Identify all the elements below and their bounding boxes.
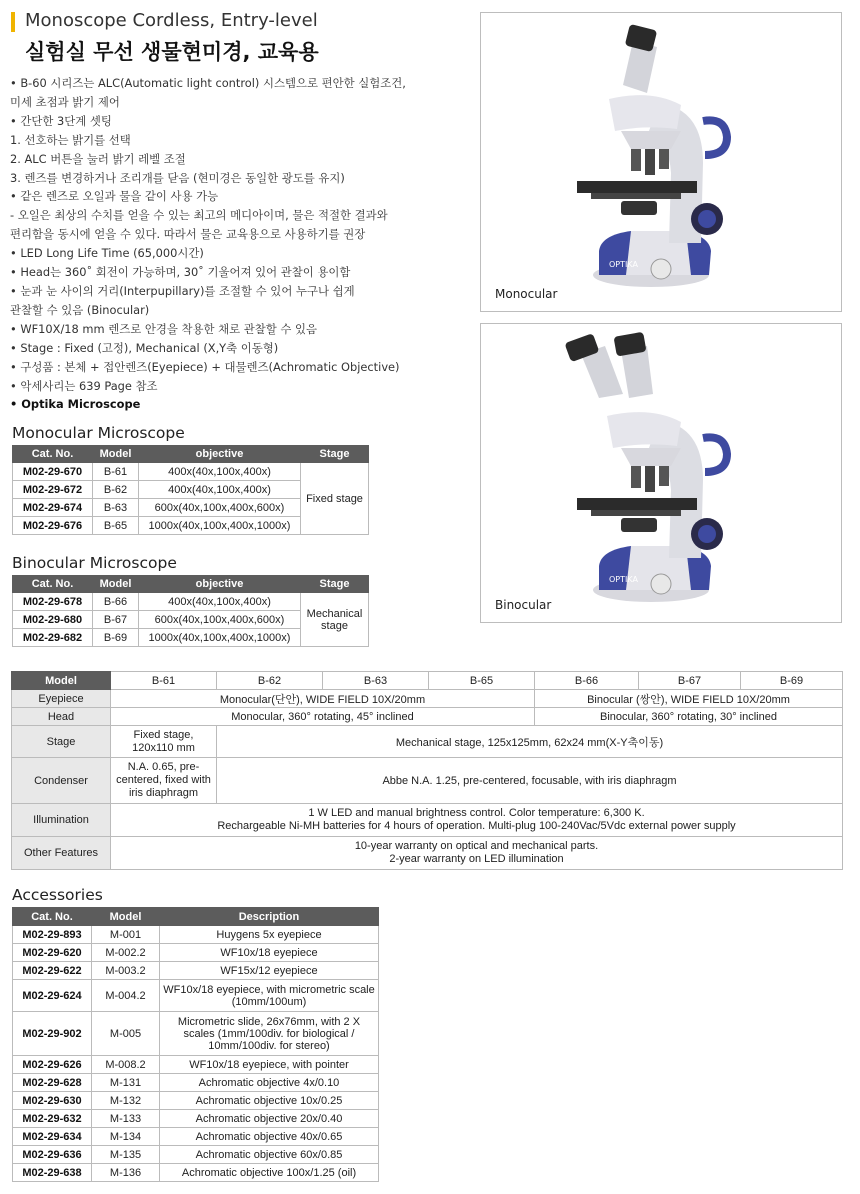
photo-caption: Binocular [495, 598, 552, 612]
table-row [13, 962, 379, 980]
cat-no-cell: M02-29-628 [13, 1074, 92, 1092]
model-header: B-69 [741, 672, 843, 690]
feature-line: - 오일은 최상의 수치를 얻을 수 있는 최고의 메디아이며, 물은 적절한 결과와 [10, 208, 388, 223]
description-cell: WF10x/18 eyepiece [160, 944, 379, 962]
title-korean: 실험실 무선 생물현미경, 교육용 [25, 40, 319, 64]
column-header: Model [93, 576, 139, 593]
model-cell: B-67 [93, 611, 139, 629]
model-cell: B-69 [93, 629, 139, 647]
column-header: objective [139, 446, 301, 463]
column-header: Cat. No. [13, 446, 93, 463]
table-row [12, 726, 843, 758]
feature-line: • Stage : Fixed (고정), Mechanical (X,Y축 이동형) [10, 340, 279, 355]
spec-label: Illumination [12, 804, 111, 837]
spec-value: Abbe N.A. 1.25, pre-centered, focusable, with iris diaphragm [217, 758, 843, 804]
table-row [13, 944, 379, 962]
feature-line: 관찰할 수 있음 (Binocular) [10, 302, 150, 317]
cat-no-cell: M02-29-630 [13, 1092, 92, 1110]
objective-cell: 1000x(40x,100x,400x,1000x) [139, 629, 301, 647]
monocular-photo [480, 12, 842, 312]
accent-bar [11, 12, 15, 32]
description-cell: Achromatic objective 4x/0.10 [160, 1074, 379, 1092]
table-row [13, 1110, 379, 1128]
model-cell: M-003.2 [92, 962, 160, 980]
spec-label: Other Features [12, 837, 111, 870]
illumination-line: 1 W LED and manual brightness control. Color temperature: 6,300 K. [308, 807, 645, 819]
spec-value: Binocular (쌍안), WIDE FIELD 10X/20mm [535, 690, 843, 708]
model-cell: M-001 [92, 926, 160, 944]
binocular-table [12, 575, 369, 647]
spec-value [111, 804, 843, 837]
column-header: Model [93, 446, 139, 463]
table-row [13, 593, 369, 611]
feature-line: • 악세사리는 639 Page 참조 [10, 378, 158, 393]
spec-label: Condenser [12, 758, 111, 804]
objective-cell: 400x(40x,100x,400x) [139, 463, 301, 481]
table-row [13, 1056, 379, 1074]
binocular-section-title: Binocular Microscope [12, 554, 177, 572]
cat-no-cell: M02-29-670 [13, 463, 93, 481]
model-header: B-65 [429, 672, 535, 690]
feature-line: • Head는 360˚ 회전이 가능하며, 30˚ 기울어져 있어 관찰이 용이함 [10, 265, 351, 280]
feature-line: 2. ALC 버튼을 눌러 밝기 레벨 조절 [10, 151, 186, 166]
table-row [13, 926, 379, 944]
model-cell: M-005 [92, 1012, 160, 1056]
table-row [13, 1128, 379, 1146]
cat-no-cell: M02-29-672 [13, 481, 93, 499]
description-cell: Achromatic objective 20x/0.40 [160, 1110, 379, 1128]
stage-cell: Mechanical stage [301, 593, 369, 647]
table-row [13, 980, 379, 1012]
binocular-microscope-icon [481, 324, 841, 622]
model-cell: M-135 [92, 1146, 160, 1164]
other-line: 2-year warranty on LED illumination [389, 853, 564, 865]
model-header: B-66 [535, 672, 639, 690]
cat-no-cell: M02-29-624 [13, 980, 92, 1012]
cat-no-cell: M02-29-638 [13, 1164, 92, 1182]
model-cell: M-002.2 [92, 944, 160, 962]
model-cell: M-131 [92, 1074, 160, 1092]
table-row [12, 708, 843, 726]
description-cell: Achromatic objective 10x/0.25 [160, 1092, 379, 1110]
model-cell: M-136 [92, 1164, 160, 1182]
cat-no-cell: M02-29-893 [13, 926, 92, 944]
objective-cell: 1000x(40x,100x,400x,1000x) [139, 517, 301, 535]
spec-label: Head [12, 708, 111, 726]
description-cell: Achromatic objective 60x/0.85 [160, 1146, 379, 1164]
model-cell: B-65 [93, 517, 139, 535]
model-cell: B-63 [93, 499, 139, 517]
feature-line: 미세 초점과 밝기 제어 [10, 94, 120, 109]
feature-line: • Optika Microscope [10, 397, 141, 412]
cat-no-cell: M02-29-676 [13, 517, 93, 535]
table-row [12, 690, 843, 708]
objective-cell: 400x(40x,100x,400x) [139, 593, 301, 611]
model-header: B-63 [323, 672, 429, 690]
cat-no-cell: M02-29-902 [13, 1012, 92, 1056]
description-cell: WF10x/18 eyepiece, with pointer [160, 1056, 379, 1074]
spec-label: Model [12, 672, 111, 690]
objective-cell: 600x(40x,100x,400x,600x) [139, 611, 301, 629]
description-cell: WF10x/18 eyepiece, with micrometric scale (10mm/100um) [160, 980, 379, 1012]
description-cell: WF15x/12 eyepiece [160, 962, 379, 980]
model-cell: M-132 [92, 1092, 160, 1110]
cat-no-cell: M02-29-674 [13, 499, 93, 517]
table-row [13, 1164, 379, 1182]
cat-no-cell: M02-29-680 [13, 611, 93, 629]
column-header: Cat. No. [13, 908, 92, 926]
model-cell: B-61 [93, 463, 139, 481]
other-line: 10-year warranty on optical and mechanical parts. [354, 840, 599, 852]
spec-value: Binocular, 360° rotating, 30° inclined [535, 708, 843, 726]
feature-line: • 같은 렌즈로 오일과 물을 같이 사용 가능 [10, 189, 219, 204]
model-cell: M-004.2 [92, 980, 160, 1012]
photo-caption: Monocular [495, 287, 558, 301]
spec-value: N.A. 0.65, pre-centered, fixed with iris diaphragm [111, 758, 217, 804]
model-cell: B-66 [93, 593, 139, 611]
model-header: B-62 [217, 672, 323, 690]
model-header: B-61 [111, 672, 217, 690]
cat-no-cell: M02-29-634 [13, 1128, 92, 1146]
column-header: Stage [301, 576, 369, 593]
monocular-microscope-icon [481, 13, 841, 311]
cat-no-cell: M02-29-626 [13, 1056, 92, 1074]
model-header: B-67 [639, 672, 741, 690]
cat-no-cell: M02-29-622 [13, 962, 92, 980]
description-cell: Achromatic objective 100x/1.25 (oil) [160, 1164, 379, 1182]
feature-line: 3. 렌즈를 변경하거나 조리개를 닫음 (현미경은 동일한 광도를 유지) [10, 170, 345, 185]
table-row [13, 1092, 379, 1110]
monocular-table [12, 445, 369, 535]
model-cell: M-133 [92, 1110, 160, 1128]
spec-value: Monocular(단안), WIDE FIELD 10X/20mm [111, 690, 535, 708]
brand-logo-text: OPTIKA [609, 260, 638, 269]
feature-line: • WF10X/18 mm 렌즈로 안경을 착용한 채로 관찰할 수 있음 [10, 321, 317, 336]
feature-line: • LED Long Life Time (65,000시간) [10, 246, 204, 261]
brand-logo-text: OPTIKA [609, 575, 638, 584]
cat-no-cell: M02-29-636 [13, 1146, 92, 1164]
title-english: Monoscope Cordless, Entry-level [25, 10, 318, 31]
column-header: Description [160, 908, 379, 926]
monocular-section-title: Monocular Microscope [12, 424, 185, 442]
table-row [13, 463, 369, 481]
cat-no-cell: M02-29-682 [13, 629, 93, 647]
table-row [12, 837, 843, 870]
stage-cell: Fixed stage [301, 463, 369, 535]
spec-label: Stage [12, 726, 111, 758]
table-row [13, 1074, 379, 1092]
feature-line: • 간단한 3단계 셋팅 [10, 113, 112, 128]
column-header: Cat. No. [13, 576, 93, 593]
feature-line: • B-60 시리즈는 ALC(Automatic light control) 시스템으로 편안한 실험조건, [10, 76, 406, 90]
binocular-photo [480, 323, 842, 623]
spec-value: Fixed stage, 120x110 mm [111, 726, 217, 758]
feature-list [10, 74, 472, 414]
feature-line: • 눈과 눈 사이의 거리(Interpupillary)를 조절할 수 있어 누구나 쉽게 [10, 283, 355, 298]
spec-value: Mechanical stage, 125x125mm, 62x24 mm(X-Y축이동) [217, 726, 843, 758]
cat-no-cell: M02-29-678 [13, 593, 93, 611]
objective-cell: 600x(40x,100x,400x,600x) [139, 499, 301, 517]
model-cell: B-62 [93, 481, 139, 499]
table-row [12, 758, 843, 804]
column-header: objective [139, 576, 301, 593]
column-header: Model [92, 908, 160, 926]
spec-value: Monocular, 360° rotating, 45° inclined [111, 708, 535, 726]
feature-line: • 구성품 : 본체 + 접안렌즈(Eyepiece) + 대물렌즈(Achromatic Objective) [10, 359, 400, 374]
model-cell: M-008.2 [92, 1056, 160, 1074]
spec-label: Eyepiece [12, 690, 111, 708]
accessories-section-title: Accessories [12, 886, 103, 904]
column-header: Stage [301, 446, 369, 463]
cat-no-cell: M02-29-632 [13, 1110, 92, 1128]
feature-line: 1. 선호하는 밝기를 선택 [10, 132, 131, 147]
objective-cell: 400x(40x,100x,400x) [139, 481, 301, 499]
spec-table [11, 671, 843, 870]
table-row [13, 1012, 379, 1056]
feature-line: 편리함을 동시에 얻을 수 있다. 따라서 물은 교육용으로 사용하기를 권장 [10, 227, 366, 242]
illumination-line: Rechargeable Ni-MH batteries for 4 hours of operation. Multi-plug 100-240Vac/5Vdc external power supply [217, 820, 736, 832]
spec-value [111, 837, 843, 870]
accessories-table [12, 907, 379, 1182]
description-cell: Achromatic objective 40x/0.65 [160, 1128, 379, 1146]
description-cell: Micrometric slide, 26x76mm, with 2 X scales (1mm/100div. for biological / 10mm/100div. for stereo) [160, 1012, 379, 1056]
cat-no-cell: M02-29-620 [13, 944, 92, 962]
table-row [12, 804, 843, 837]
description-cell: Huygens 5x eyepiece [160, 926, 379, 944]
model-cell: M-134 [92, 1128, 160, 1146]
table-row [13, 1146, 379, 1164]
